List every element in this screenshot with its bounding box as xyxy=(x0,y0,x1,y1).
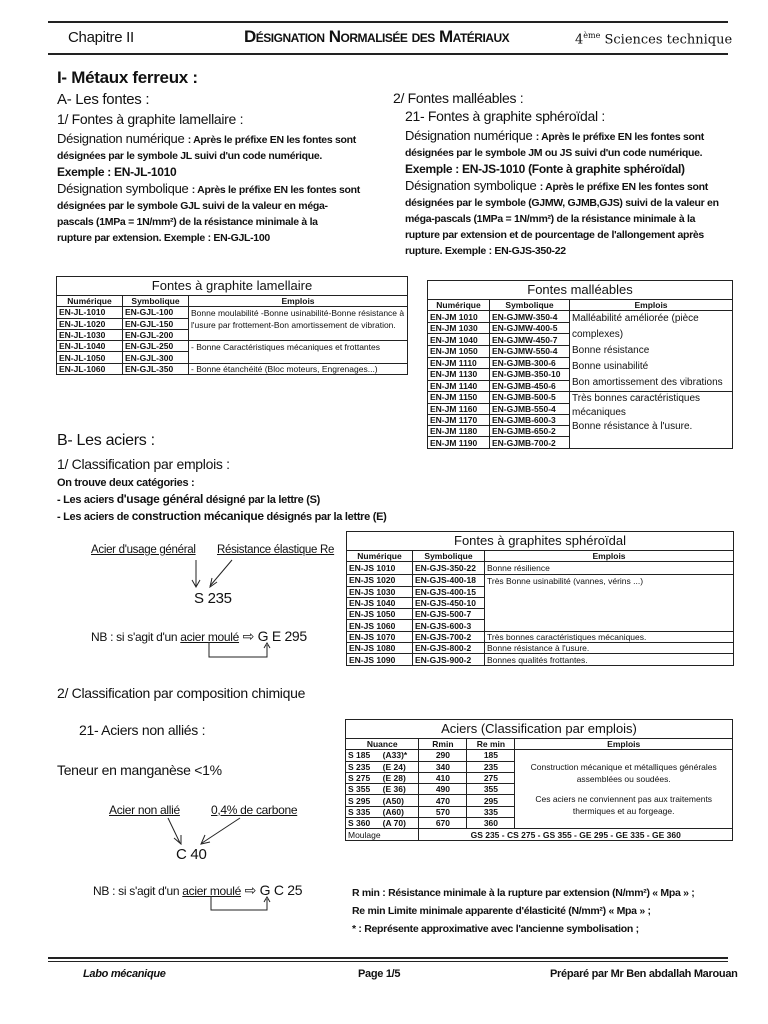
table-row: S 295 (A50) 470 295 xyxy=(346,795,733,806)
col-emplois: Emplois xyxy=(189,296,408,307)
table-row: EN-JL-1020 EN-GJL-150 xyxy=(57,318,408,329)
nb2-bracket xyxy=(207,896,277,916)
table-row: EN-JS 1080 EN-GJS-800-2 Bonne résistance à l'usure. xyxy=(347,643,734,654)
table-row: EN-JL-1030 EN-GJL-200 xyxy=(57,329,408,340)
footer-rule-2 xyxy=(48,961,728,962)
table-row: S 335 (A60) 570 335 xyxy=(346,806,733,817)
col-numerique: Numérique xyxy=(428,300,490,311)
categories-text: On trouve deux catégories : - Les aciers d'usage général désigné par la lettre (S) - Les aciers de construction mécanique désignés par la lettre (E) xyxy=(57,477,387,523)
section-metaux-ferreux: I- Métaux ferreux : xyxy=(57,68,198,87)
table-row: EN-JM 1030 EN-GJMW-400-5 xyxy=(428,322,733,334)
emploi-cell: Bonnes qualités frottantes. xyxy=(485,654,734,665)
col-emplois: Emplois xyxy=(570,300,733,311)
emploi-cell: Très bonnes caractéristiques mécaniques Bonne résistance à l'usure. xyxy=(570,392,733,448)
table-row: EN-JL-1050 EN-GJL-300 xyxy=(57,352,408,363)
level-label: 4ème Sciences technique xyxy=(575,31,733,48)
table-row: EN-JS 1020 EN-GJS-400-18 Très Bonne usinabilité (vannes, vérins ...) xyxy=(347,575,734,586)
diag2-arrows xyxy=(150,816,260,848)
emploi-cell: Bonne moulabilité -Bonne usinabilité-Bonne résistance à l'usure par frottement-Bon amortissement de vibration. xyxy=(189,307,408,341)
lamellaire-description: Désignation numérique : Après le préfixe EN les fontes sont désignées par le symbole JL suivi d'un code numérique. Exemple : EN-JL-1010 Désignation symbolique : Après le préfixe EN les fontes sont désignées par le symbole GJL suivi de la valeur en méga- pascals (1MPa = 1N/mm²) de la résistance minimale à la rupture par extension. Exemple : EN-GJL-100 xyxy=(57,131,360,244)
col-emplois: Emplois xyxy=(515,739,733,750)
table-row: EN-JL-1040 EN-GJL-250 - Bonne Caractéristiques mécaniques et frottantes xyxy=(57,341,408,352)
diag1-right-label: Résistance élastique Re xyxy=(217,544,335,556)
emploi-cell: - Bonne étanchéité (Bloc moteurs, Engrenages...) xyxy=(189,363,408,374)
footer-author: Préparé par Mr Ben abdallah Marouan xyxy=(550,968,738,980)
table-row: EN-JM 1040 EN-GJMW-450-7 xyxy=(428,334,733,346)
table-aciers-title: Aciers (Classification par emplois) xyxy=(345,719,733,738)
emploi-cell: Très Bonne usinabilité (vannes, vérins ...) xyxy=(485,575,734,631)
table-row: EN-JS 1030 EN-GJS-400-15 xyxy=(347,586,734,597)
table-row: S 275 (E 28) 410 275 xyxy=(346,772,733,783)
table-row: S 360 (A 70) 670 360 xyxy=(346,818,733,829)
table-row: EN-JM 1150 EN-GJMB-500-5 Très bonnes caractéristiques mécaniques Bonne résistance à l'usure. xyxy=(428,392,733,403)
col-remin: Re min xyxy=(467,739,515,750)
table-row: EN-JS 1050 EN-GJS-500-7 xyxy=(347,609,734,620)
table-row: EN-JL-1060 EN-GJL-350 - Bonne étanchéité (Bloc moteurs, Engrenages...) xyxy=(57,363,408,374)
emploi-cell: Malléabilité améliorée (pièce complexes) Bonne résistance Bonne usinabilité Bon amortissement des vibrations xyxy=(570,311,733,392)
chapter-label: Chapitre II xyxy=(68,29,134,46)
table-malleables-title: Fontes malléables xyxy=(427,280,733,299)
table-spheroidal-title: Fontes à graphites sphéroïdal xyxy=(346,531,734,550)
col-symbolique: Symbolique xyxy=(413,551,485,562)
emploi-cell: Bonne résistance à l'usure. xyxy=(485,643,734,654)
table-row: EN-JM 1180 EN-GJMB-650-2 xyxy=(428,426,733,437)
table-header-row xyxy=(57,296,408,307)
diag2-left-label: Acier non allié xyxy=(109,803,180,817)
emploi-cell: Bonne résilience xyxy=(485,562,734,575)
col-numerique: Numérique xyxy=(57,296,123,307)
diag2-code: C 40 xyxy=(176,846,207,863)
table-row: S 185 (A33)* 290 185 Construction mécanique et métalliques générales assemblées ou soudées. Ces aciers ne conviennent pas aux traitements thermiques et au forgeage. xyxy=(346,750,733,761)
col-symbolique: Symbolique xyxy=(490,300,570,311)
table-header-row xyxy=(346,739,733,750)
table-row: S 355 (E 36) 490 355 xyxy=(346,784,733,795)
table-row: EN-JL-1010 EN-GJL-100 Bonne moulabilité -Bonne usinabilité-Bonne résistance à l'usure par frottement-Bon amortissement de vibration. xyxy=(57,307,408,318)
col-nuance: Nuance xyxy=(346,739,419,750)
heading-fontes-malleables: 2/ Fontes malléables : xyxy=(393,90,524,106)
table-row-moulage: Moulage GS 235 - CS 275 - GS 355 - GE 295 - GE 335 - GE 360 xyxy=(346,829,733,840)
col-emplois: Emplois xyxy=(485,551,734,562)
heading-fontes: A- Les fontes : xyxy=(57,91,150,108)
table-spheroidal xyxy=(346,531,734,666)
page-number: Page 1/5 xyxy=(358,968,401,980)
heading-graphite-spheroidal: 21- Fontes à graphite sphéroïdal : xyxy=(405,108,605,124)
col-symbolique: Symbolique xyxy=(123,296,189,307)
footer-lab: Labo mécanique xyxy=(83,968,166,980)
footnotes: R min : Résistance minimale à la rupture par extension (N/mm²) « Mpa » ; Re min Limite minimale apparente d'élasticité (N/mm²) « Mpa » ; * : Représente approximative avec l'ancienne symbolisation ; xyxy=(352,887,695,935)
diag2-right-label: 0,4% de carbone xyxy=(211,803,298,817)
table-header-row xyxy=(428,300,733,311)
table-row: EN-JM 1130 EN-GJMB-350-10 xyxy=(428,369,733,381)
footer-rule-1 xyxy=(48,957,728,959)
diag1-left-label: Acier d'usage général xyxy=(91,544,196,556)
spheroidal-description: Désignation numérique : Après le préfixe EN les fontes sont désignées par le symbole JM ou JS suivi d'un code numérique. Exemple : EN-JS-1010 (Fonte à graphite sphéroïdal) Désignation symbolique : Après le préfixe EN les fontes sont désignées par le symbole (GJMW, GJMB,GJS) suivi de la valeur en méga-pascals (1MPa = 1N/mm²) de la résistance minimale à la rupture par extension et de pourcentage de l'allongement après rupture. Exemple : EN-GJS-350-22 xyxy=(405,128,719,257)
emploi-cell: Très bonnes caractéristiques mécaniques. xyxy=(485,631,734,642)
table-aciers xyxy=(345,719,733,841)
header-top-rule xyxy=(48,21,728,23)
diag1-code: S 235 xyxy=(194,590,232,607)
page-title: Désignation Normalisée des Matériaux xyxy=(244,27,510,46)
table-lamellaire xyxy=(56,276,408,375)
table-row: EN-JS 1040 EN-GJS-450-10 xyxy=(347,597,734,608)
table-row: EN-JS 1060 EN-GJS-600-3 xyxy=(347,620,734,631)
nb1-note: NB : si s'agit d'un acier moulé ⇨ G E 295 xyxy=(91,628,307,644)
diag1-arrows xyxy=(180,556,270,592)
table-row: EN-JM 1170 EN-GJMB-600-3 xyxy=(428,414,733,425)
col-numerique: Numérique xyxy=(347,551,413,562)
table-row: EN-JM 1110 EN-GJMB-300-6 xyxy=(428,357,733,369)
table-row: S 235 (E 24) 340 235 xyxy=(346,761,733,772)
heading-graphite-lamellaire: 1/ Fontes à graphite lamellaire : xyxy=(57,111,244,127)
emploi-cell: - Bonne Caractéristiques mécaniques et frottantes xyxy=(189,341,408,364)
heading-composition-chimique: 2/ Classification par composition chimique xyxy=(57,685,306,701)
emploi-cell: Construction mécanique et métalliques générales assemblées ou soudées. Ces aciers ne conviennent pas aux traitements thermiques et au forgeage. xyxy=(515,750,733,829)
header-bottom-rule xyxy=(48,53,728,55)
heading-aciers: B- Les aciers : xyxy=(57,432,155,449)
table-row: EN-JS 1090 EN-GJS-900-2 Bonnes qualités frottantes. xyxy=(347,654,734,665)
table-row: EN-JM 1190 EN-GJMB-700-2 xyxy=(428,437,733,448)
table-row: EN-JS 1070 EN-GJS-700-2 Très bonnes caractéristiques mécaniques. xyxy=(347,631,734,642)
manganese-text: Teneur en manganèse <1% xyxy=(57,762,222,778)
col-rmin: Rmin xyxy=(419,739,467,750)
table-lamellaire-title: Fontes à graphite lamellaire xyxy=(56,276,408,295)
table-row: EN-JM 1010 EN-GJMW-350-4 Malléabilité améliorée (pièce complexes) Bonne résistance Bonne usinabilité Bon amortissement des vibrations xyxy=(428,311,733,323)
table-row: EN-JS 1010 EN-GJS-350-22 Bonne résilience xyxy=(347,562,734,575)
table-row: EN-JM 1160 EN-GJMB-550-4 xyxy=(428,403,733,414)
heading-classification-emplois: 1/ Classification par emplois : xyxy=(57,456,230,472)
table-header-row xyxy=(347,551,734,562)
nb1-bracket xyxy=(205,642,275,662)
nb2-note: NB : si s'agit d'un acier moulé ⇨ G C 25 xyxy=(93,882,303,898)
table-malleables xyxy=(427,280,733,449)
heading-aciers-non-allies: 21- Aciers non alliés : xyxy=(79,722,206,738)
table-row: EN-JM 1140 EN-GJMB-450-6 xyxy=(428,380,733,392)
table-row: EN-JM 1050 EN-GJMW-550-4 xyxy=(428,345,733,357)
